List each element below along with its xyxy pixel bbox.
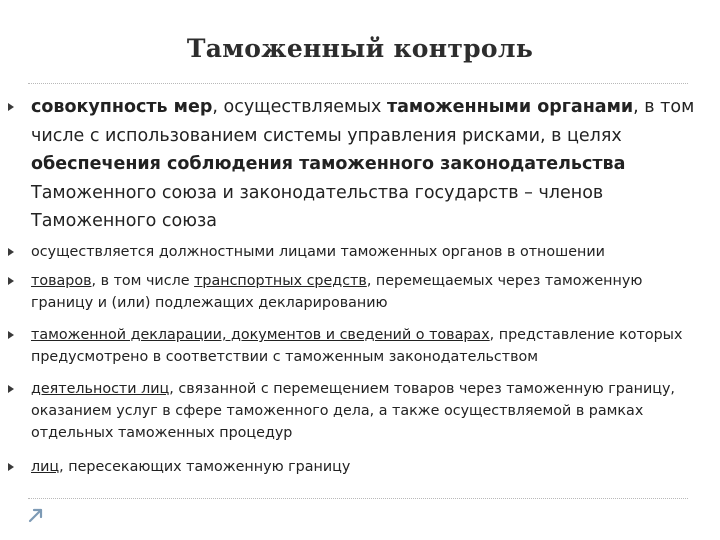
corner-arrow-icon: [26, 505, 46, 525]
footer-divider: [28, 498, 688, 499]
bullet-arrow-icon: [8, 385, 14, 393]
main-bullet-text: [31, 93, 707, 236]
sub-text-part: , связанной с перемещением товаров через таможенную границу, оказанием услуг в сфере таможенного дела, а также осуществляемой в рамках отдельных таможенных процедур: [31, 381, 675, 441]
term-measures: совокупность мер: [31, 97, 213, 117]
sub-bullet-text: осуществляется должностными лицами таможенных органов в отношении: [31, 244, 605, 260]
main-text-part: , в том числе с использованием системы управления рисками, в целях: [31, 97, 695, 146]
term-customs-bodies: таможенными органами: [386, 97, 634, 117]
term-compliance: обеспечения соблюдения таможенного законодательства: [31, 154, 626, 174]
bullet-arrow-icon: [8, 331, 14, 339]
sub-text-part: , в том числе: [91, 273, 195, 289]
bullet-arrow-icon: [8, 277, 14, 285]
sub-bullet-text: [31, 324, 707, 368]
main-text-part: , осуществляемых: [212, 97, 387, 117]
term-activity: деятельности лиц: [31, 381, 170, 397]
term-goods: товаров: [31, 273, 92, 289]
main-text-part: Таможенного союза и законодательства государств – членов Таможенного союза: [31, 182, 604, 231]
bullet-arrow-icon: [8, 248, 14, 256]
term-declaration: таможенной декларации, документов и сведений о товарах: [31, 327, 490, 343]
title-divider: [28, 83, 688, 84]
sub-text-part: , пересекающих таможенную границу: [59, 459, 351, 475]
term-persons: лиц: [31, 459, 60, 475]
sub-bullet-text: [31, 270, 707, 314]
bullet-arrow-icon: [8, 463, 14, 471]
sub-text-part: , перемещаемых через таможенную границу и (или) подлежащих декларированию: [31, 273, 643, 311]
sub-text-part: , представление которых предусмотрено в соответствии с таможенным законодательством: [31, 327, 683, 365]
sub-bullet-text: [31, 456, 707, 478]
bullet-arrow-icon: [8, 103, 14, 111]
slide-title: Таможенный контроль: [186, 34, 534, 63]
term-vehicles: транспортных средств: [194, 273, 367, 289]
sub-bullet-text: [31, 378, 707, 444]
